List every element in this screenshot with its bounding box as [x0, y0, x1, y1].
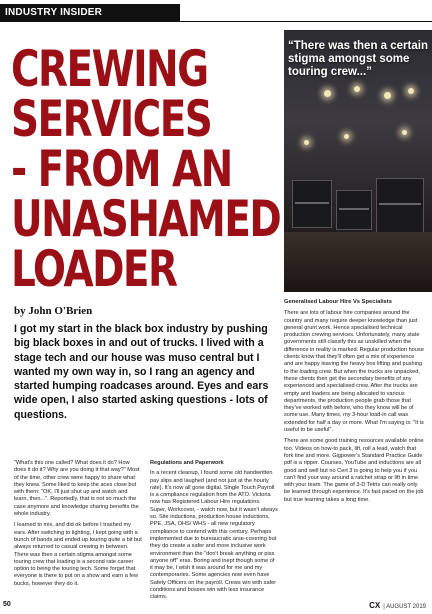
venue-floor [284, 232, 432, 292]
stage-light [408, 88, 414, 94]
headline-line: - FROM AN [11, 140, 232, 198]
headline-line: CREWING [11, 40, 208, 98]
headline-line: LOADER [11, 240, 177, 298]
standfirst: I got my start in the black box industry by pushing big black boxes in and out of trucks. I lived with a stage tech and our house was muso central but I wanted my own way in, so I rang an agency and started humping roadcases around. Eyes and ears wide open, I also started asking questions - lots of questions. [14, 323, 269, 421]
page-footer [0, 600, 432, 614]
right-column [284, 299, 424, 508]
stage-light [384, 92, 391, 99]
headline-line: UNASHAMED [11, 190, 281, 248]
paragraph: There are some good training resources available online too. Videos on how-to pack, lift, roll a lead, watch that fork tine and more. Gigpower's Standard Practice Guide pdf is a ripper. Courses, YouTube and inductions are all good and well but no Cert 3 is going to help you if you can't find your way around a ratchet strap or lift in time with your team. The game of 3-D Tetris can really only be learned through experience. It's fast paced on the job but true learning takes a long time. [284, 438, 424, 503]
header-rule [0, 21, 432, 22]
road-case [376, 178, 424, 234]
stage-light [344, 134, 349, 139]
issue-info [369, 601, 426, 610]
headline-line: SERVICES [11, 90, 212, 148]
paragraph: I learned to mix, and did ok before I trashed my ears. After switching to lighting, I kept going with a bunch of bands and ended up touring quite a bit but always returned to casual crewing in between. There was then a certain stigma amongst some touring crew that loading is a second rate career option to being the touring tech. Some forget that everyone is there to put on a show and earn a few bucks, however they do it. [14, 522, 142, 587]
paragraph: There are lots of labour hire companies around the country and many require deeper knowledge than just general grunt work. Hence specialised technical production crewing services. Unfortunately, many state governments still classify this as unskilled when the difference in reality is marked. Regular production house clients know that they'll often get a mix of experience and are happy leaving the heavy box lifting and pushing to the loading crew. But when the trucks are unpacked, these clients then get the secondary benefits of any experienced and specialised crew. After the trucks are empty and loaders are being allocated to various departments, the production people grab those that they've worked with before, who they know will be of some use. Many times, my 3-hour load-in call was extended for half a day or more. What I'm saying is: "It is useful to be useful". [284, 310, 424, 434]
paragraph: "What's this one called? What does it do? How does it do it? Why are you doing it that way?" Most of the time, other crew were happy to share what they knew. Some liked to keep the aces close but with them: "OK, I'll just shut up and watch and learn, then...". Reportedly, that is not so much the case anymore and knowledge sharing benefits the whole industry. [14, 460, 140, 518]
page-number: 50 [3, 601, 11, 608]
magazine-logo: CX [369, 601, 381, 610]
headline [11, 40, 281, 298]
stage-light [324, 90, 331, 97]
road-case [292, 180, 332, 228]
subheading: Regulations and Paperwork [150, 460, 224, 466]
road-case [336, 190, 372, 230]
stage-light [354, 86, 360, 92]
byline: by John O'Brien [14, 305, 93, 317]
paragraph: In a recent cleanup, I found some old handwritten pay slips and laughed (and not just at the hourly rate). It's now all gone digital. Single Touch Payroll is a compliance regulation from the ATO. Victoria now has Registered Labour Hire regulations. Super, Workcover, - watch now, but it wasn't always so. Site inductions, production house inductions, PPE, JSA, OHS/ WHS - all new regulatory compliance to contend with this century. Perhaps implemented due to bureaucratic arse-covering but they do create a safer and more inclusive work environment than the "don't break anything or piss anyone off" eras. Boring and inept though some of it may be, I wish it was around for me and my contemporaries. Some agencies now even have Safety Officers on the payroll. Crews win with safer conditions and bosses win with less insurance claims. [150, 470, 278, 601]
body-column-1 [14, 460, 142, 592]
issue-date: | AUGUST 2019 [383, 604, 426, 610]
stage-light [402, 130, 407, 135]
body-column-2 [150, 460, 278, 606]
pull-quote: “There was then a certain stigma amongst some touring crew...” [288, 40, 428, 79]
stage-light [304, 140, 309, 145]
section-tag: INDUSTRY INSIDER [0, 4, 180, 21]
subheading: Generalised Labour Hire Vs Specialists [284, 299, 392, 305]
